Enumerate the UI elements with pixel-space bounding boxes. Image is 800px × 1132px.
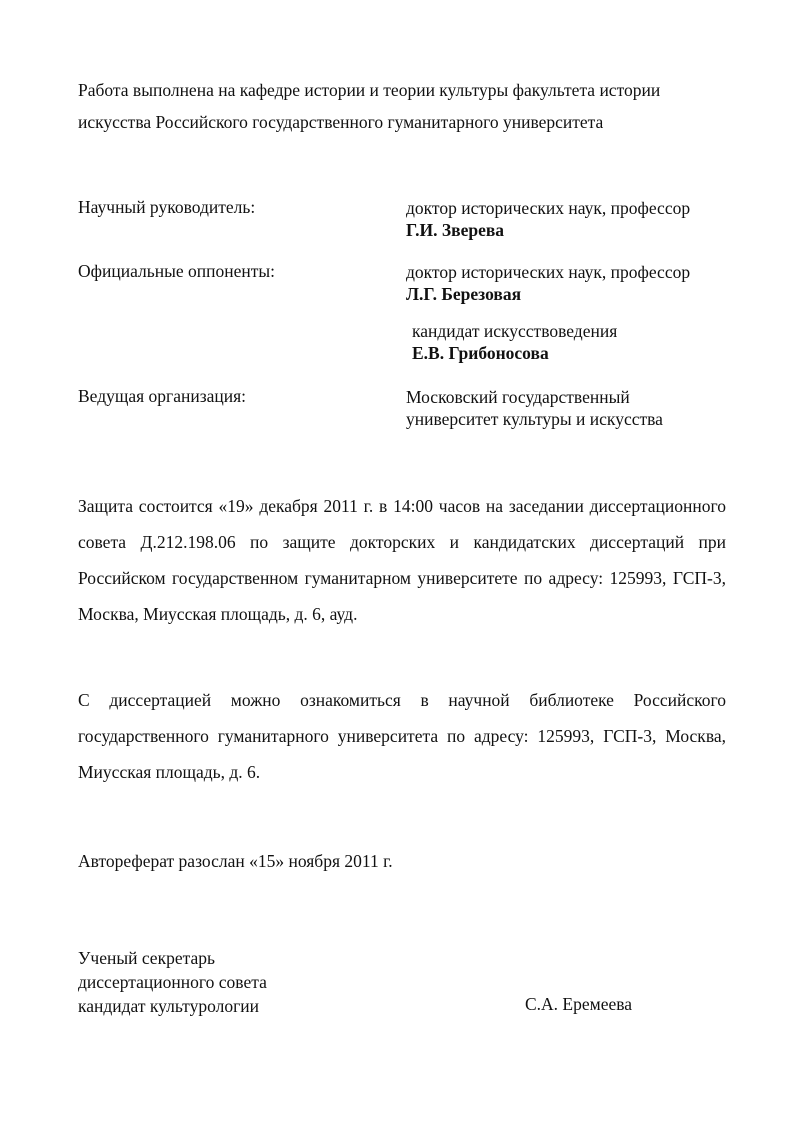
library-paragraph: С диссертацией можно ознакомиться в научной библиотеке Российского государственного гуманитарного университета по адресу: 125993, ГСП-3, Москва, Миусская площадь, д. 6. [78,690,726,782]
opponents-label: Официальные оппоненты: [78,261,275,281]
leading-org-line-2: университет культуры и искусства [406,409,663,429]
intro-line-2: искусства Российского государственного гуманитарного университета [78,112,604,132]
opponent-1 [406,261,690,305]
opponent-2 [412,320,617,364]
sent-date: Автореферат разослан «15» ноября 2011 г. [78,851,393,871]
opponent-2-name: Е.В. Грибоносова [412,343,549,363]
leading-org-line-1: Московский государственный [406,387,630,407]
intro-line-1: Работа выполнена на кафедре истории и теории культуры факультета истории [78,80,661,100]
secretary-block [78,946,267,1018]
leading-org-value [406,386,663,430]
secretary-name: С.А. Еремеева [525,994,633,1014]
supervisor-value [406,197,690,241]
leading-org-label: Ведущая организация: [78,386,247,406]
supervisor-name: Г.И. Зверева [406,220,505,240]
supervisor-degree: доктор исторических наук, профессор [406,198,691,218]
defense-paragraph: Защита состоится «19» декабря 2011 г. в 14:00 часов на заседании диссертационного совета Д.212.198.06 по защите докторских и кандидатских диссертаций при Российском государственном гуманитарном университете по адресу: 125993, ГСП-3, Москва, Миусская площадь, д. 6, ауд. [78,496,726,624]
supervisor-label: Научный руководитель: [78,197,256,217]
secretary-line-3: кандидат культурологии [78,996,259,1016]
secretary-line-2: диссертационного совета [78,972,267,992]
opponent-1-name: Л.Г. Березовая [406,284,522,304]
opponent-2-degree: кандидат искусствоведения [412,321,618,341]
secretary-line-1: Ученый секретарь [78,948,215,968]
opponent-1-degree: доктор исторических наук, профессор [406,262,691,282]
intro-paragraph [78,74,726,138]
